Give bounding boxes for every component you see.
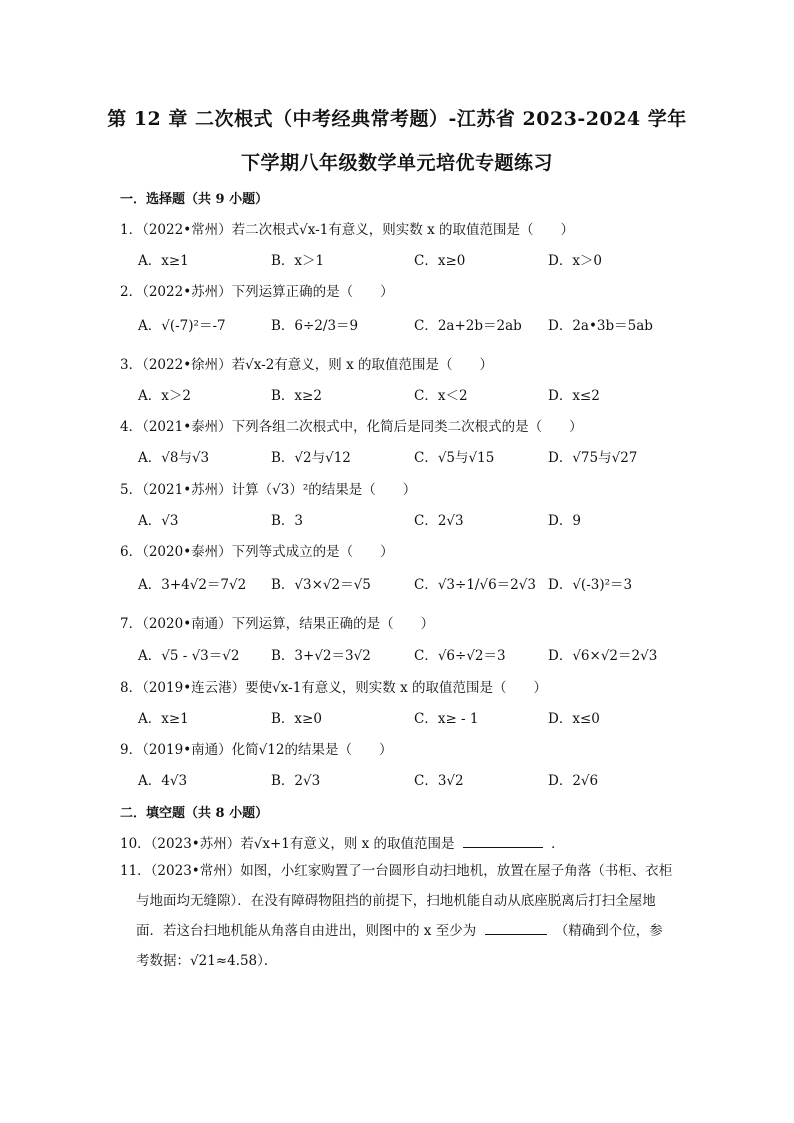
option-d: D．x＞0: [548, 253, 603, 269]
section-heading-fill-in: 二．填空题（共 8 小题）: [120, 806, 269, 821]
question-3: 3．（2022•徐州）若√x-2有意义，则 x 的取值范围是（ ）: [120, 357, 493, 373]
question-8: 8．（2019•连云港）要使√x-1有意义，则实数 x 的取值范围是（ ）: [120, 680, 547, 696]
answer-blank[interactable]: [485, 922, 547, 935]
option-d: D．√(-3)²＝3: [548, 577, 633, 593]
option-d: D．√6×√2＝2√3: [548, 648, 658, 664]
option-b: B．x＞1: [271, 253, 325, 269]
option-a: A．√5 - √3＝√2: [138, 648, 240, 664]
option-b: B．x≥0: [271, 711, 322, 727]
question-11-line-3: [120, 916, 680, 946]
option-b: B．3+√2＝3√2: [271, 648, 371, 664]
option-c: C．2a+2b＝2ab: [414, 318, 522, 334]
title-line-1: 第 12 章 二次根式（中考经典常考题）-江苏省 2023-2024 学年: [107, 108, 687, 130]
option-a: A．3+4√2＝7√2: [138, 577, 247, 593]
option-b: B．3: [271, 513, 304, 529]
option-b: B．√3×√2＝√5: [271, 577, 371, 593]
question-11-line-3-tail: （精确到个位，参: [554, 923, 663, 939]
question-11-line-1: 11．（2023•常州）如图，小红家购置了一台圆形自动扫地机，放置在屋子角落（书柜、衣柜: [120, 863, 673, 879]
question-4-options: [138, 446, 678, 468]
question-11-line-3-text: 面．若这台扫地机能从角落自由进出，则图中的 x 至少为: [136, 923, 477, 939]
option-d: D．9: [548, 513, 581, 529]
question-5-options: [138, 509, 678, 531]
question-7-options: [138, 644, 678, 666]
option-d: D．2√6: [548, 773, 599, 789]
option-d: D．x≤0: [548, 711, 600, 727]
option-c: C．2√3: [414, 513, 464, 529]
question-2: 2．（2022•苏州）下列运算正确的是（ ）: [120, 284, 394, 300]
option-b: B．√2与√12: [271, 450, 351, 466]
option-d: D．x≤2: [548, 388, 600, 404]
option-b: B．2√3: [271, 773, 321, 789]
option-d: D．2a•3b＝5ab: [548, 318, 653, 334]
option-c: C．3√2: [414, 773, 464, 789]
question-6: 6．（2020•泰州）下列等式成立的是（ ）: [120, 544, 394, 560]
question-11-line-4: 考数据：√21≈4.58）．: [136, 953, 278, 969]
option-c: C．x≥0: [414, 253, 466, 269]
question-11-line-2: 与地面均无缝隙）．在没有障碍物阻挡的前提下，扫地机能自动从底座脱离后打扫全屋地: [136, 893, 656, 909]
option-a: A．x＞2: [138, 388, 191, 404]
question-9-options: [138, 769, 678, 791]
option-b: B．6÷2/3＝9: [271, 318, 359, 334]
question-3-options: [138, 384, 678, 406]
option-a: A．√(-7)²＝-7: [138, 318, 226, 334]
option-c: C．x≥ - 1: [414, 711, 479, 727]
question-10-end: ．: [551, 836, 565, 852]
option-c: C．x＜2: [414, 388, 468, 404]
question-11: [120, 856, 680, 976]
option-c: C．√3÷1/√6＝2√3: [414, 577, 536, 593]
title-line-2: 下学期八年级数学单元培优专题练习: [240, 152, 553, 174]
option-d: D．√75与√27: [548, 450, 638, 466]
question-2-options: [138, 314, 678, 336]
option-b: B．x≥2: [271, 388, 322, 404]
question-7: 7．（2020•南通）下列运算，结果正确的是（ ）: [120, 616, 435, 632]
question-6-options: [138, 573, 678, 595]
option-a: A．√8与√3: [138, 450, 210, 466]
option-c: C．√5与√15: [414, 450, 495, 466]
option-a: A．√3: [138, 513, 179, 529]
question-8-options: [138, 707, 678, 729]
section-heading-choice: 一．选择题（共 9 小题）: [120, 192, 269, 207]
option-a: A．x≥1: [138, 253, 189, 269]
question-1: 1．（2022•常州）若二次根式√x-1有意义，则实数 x 的取值范围是（ ）: [120, 222, 574, 238]
option-c: C．√6÷√2＝3: [414, 648, 506, 664]
question-4: 4．（2021•泰州）下列各组二次根式中，化简后是同类二次根式的是（ ）: [120, 419, 583, 435]
question-5: 5．（2021•苏州）计算（√3）²的结果是（ ）: [120, 482, 417, 498]
answer-blank[interactable]: [463, 835, 543, 848]
question-9: 9．（2019•南通）化简√12的结果是（ ）: [120, 742, 393, 758]
question-1-options: [138, 249, 678, 271]
question-10-text: 10．（2023•苏州）若√x+1有意义，则 x 的取值范围是: [120, 836, 455, 852]
option-a: A．x≥1: [138, 711, 189, 727]
option-a: A．4√3: [138, 773, 188, 789]
question-10: [120, 832, 565, 852]
